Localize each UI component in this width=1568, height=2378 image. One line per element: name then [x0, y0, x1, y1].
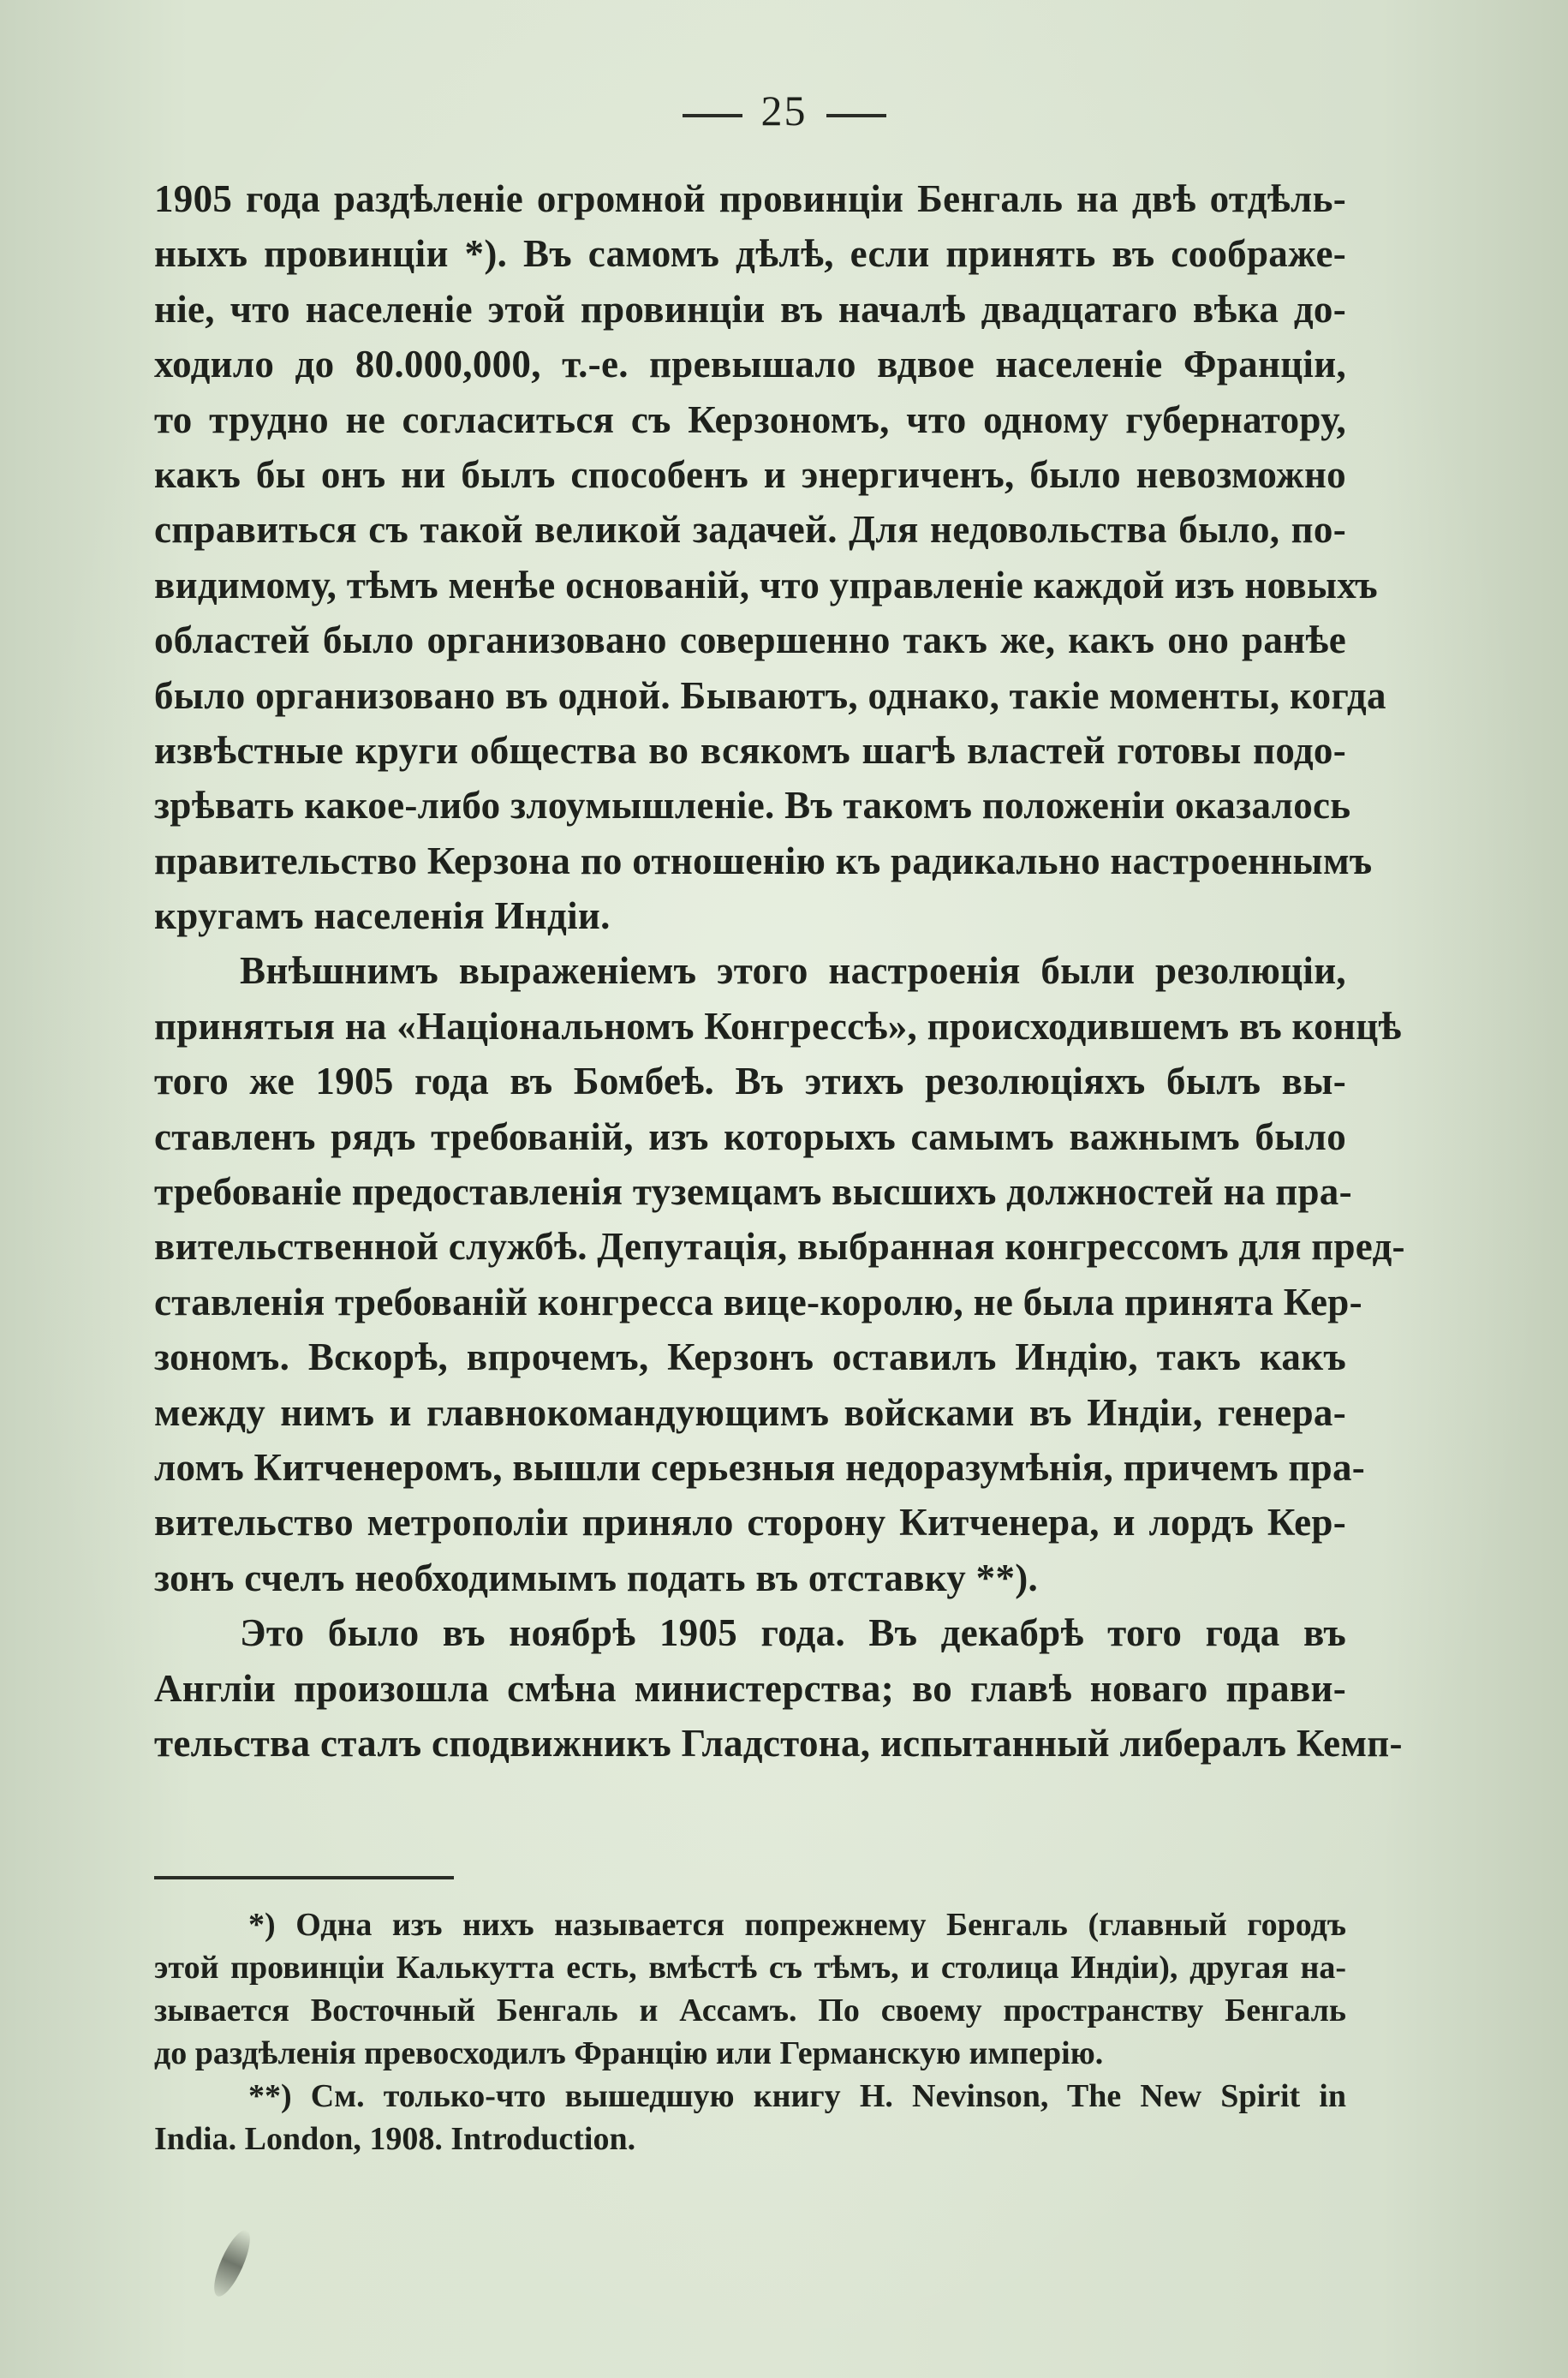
text-line: то трудно не согласиться съ Керзономъ, что одному губернатору, — [154, 397, 1346, 441]
text-line: ставленъ рядъ требованій, изъ которыхъ самымъ важнымъ было — [154, 1114, 1346, 1158]
text-line: видимому, тѣмъ менѣе основаній, что управленіе каждой изъ новыхъ — [154, 563, 1378, 606]
text-line: ніе, что населеніе этой провинціи въ началѣ двадцатаго вѣка до- — [154, 287, 1346, 331]
text-line: между нимъ и главнокомандующимъ войсками въ Индіи, генера- — [154, 1390, 1346, 1434]
text-line: тельства сталъ сподвижникъ Гладстона, испытанный либералъ Кемп- — [154, 1721, 1403, 1765]
text-line: Англіи произошла смѣна министерства; во главѣ новаго прави- — [154, 1666, 1346, 1710]
text-line: Внѣшнимъ выраженіемъ этого настроенія были резолюціи, — [240, 949, 1346, 993]
text-line: ломъ Китченеромъ, вышли серьезныя недоразумѣнія, причемъ пра- — [154, 1445, 1366, 1489]
text-line: Это было въ ноябрѣ 1905 года. Въ декабрѣ того года въ — [240, 1611, 1346, 1655]
paragraph-3 — [154, 1605, 1403, 1771]
text-line: правительство Керзона по отношенію къ радикально настроеннымъ — [154, 839, 1373, 882]
text-line: ныхъ провинціи *). Въ самомъ дѣлѣ, если принять въ соображе- — [154, 232, 1346, 276]
footnote-line: India. London, 1908. Introduction. — [154, 2121, 636, 2157]
footnote-2 — [154, 2075, 1346, 2160]
text-line: принятыя на «Національномъ Конгрессѣ», происходившемъ въ концѣ — [154, 1004, 1402, 1048]
text-line: зонъ счелъ необходимымъ подать въ отставку **). — [154, 1556, 1039, 1599]
text-line: какъ бы онъ ни былъ способенъ и энергиченъ, было невозможно — [154, 452, 1346, 496]
text-line: ставленія требованій конгресса вице-королю, не была принята Кер- — [154, 1280, 1362, 1323]
footnote-line: зывается Восточный Бенгаль и Ассамъ. По своему пространству Бенгаль — [154, 1993, 1346, 2028]
paragraph-1 — [154, 171, 1386, 943]
footnote-line: *) Одна изъ нихъ называется попрежнему Бенгаль (главный городъ — [248, 1907, 1346, 1943]
ink-smudge — [207, 2226, 257, 2300]
footnote-separator — [154, 1876, 454, 1879]
text-line: зрѣвать какое-либо злоумышленіе. Въ такомъ положеніи оказалось — [154, 784, 1351, 828]
text-line: вительство метрополіи приняло сторону Китченера, и лордъ Кер- — [154, 1501, 1346, 1545]
text-line: было организовано въ одной. Бываютъ, однако, такіе моменты, когда — [154, 673, 1386, 717]
text-line: требованіе предоставленія туземцамъ высшихъ должностей на пра- — [154, 1170, 1352, 1214]
page-number-dash-right — [826, 114, 886, 117]
text-line: извѣстные круги общества во всякомъ шагѣ властей готовы подо- — [154, 728, 1346, 772]
footnote-line: этой провинціи Калькутта есть, вмѣстѣ съ тѣмъ, и столица Индіи), другая на- — [154, 1950, 1346, 1986]
page-number-dash-left — [683, 114, 742, 117]
footnote-line: до раздѣленія превосходилъ Францію или Германскую имперію. — [154, 2035, 1104, 2071]
footnote-1 — [154, 1903, 1346, 2075]
text-line: вительственной службѣ. Депутація, выбранная конгрессомъ для пред- — [154, 1225, 1405, 1269]
text-line: областей было организовано совершенно такъ же, какъ оно ранѣе — [154, 618, 1346, 662]
footnotes — [154, 1903, 1346, 2160]
text-line: кругамъ населенія Индіи. — [154, 894, 611, 938]
paragraph-2 — [154, 943, 1405, 1605]
text-line: справиться съ такой великой задачей. Для недовольства было, по- — [154, 508, 1346, 552]
text-line: того же 1905 года въ Бомбеѣ. Въ этихъ резолюціяхъ былъ вы- — [154, 1060, 1346, 1103]
text-line: ходило до 80.000,000, т.-е. превышало вдвое населеніе Франціи, — [154, 343, 1346, 386]
page-number — [0, 86, 1568, 135]
text-line: 1905 года раздѣленіе огромной провинціи Бенгаль на двѣ отдѣль- — [154, 177, 1346, 220]
main-text — [154, 171, 1405, 1771]
footnote-line: **) См. только-что вышедшую книгу H. Nevinson, The New Spirit in — [248, 2078, 1346, 2114]
page-number-value: 25 — [760, 87, 808, 134]
text-line: зономъ. Вскорѣ, впрочемъ, Керзонъ оставилъ Индію, такъ какъ — [154, 1335, 1346, 1379]
